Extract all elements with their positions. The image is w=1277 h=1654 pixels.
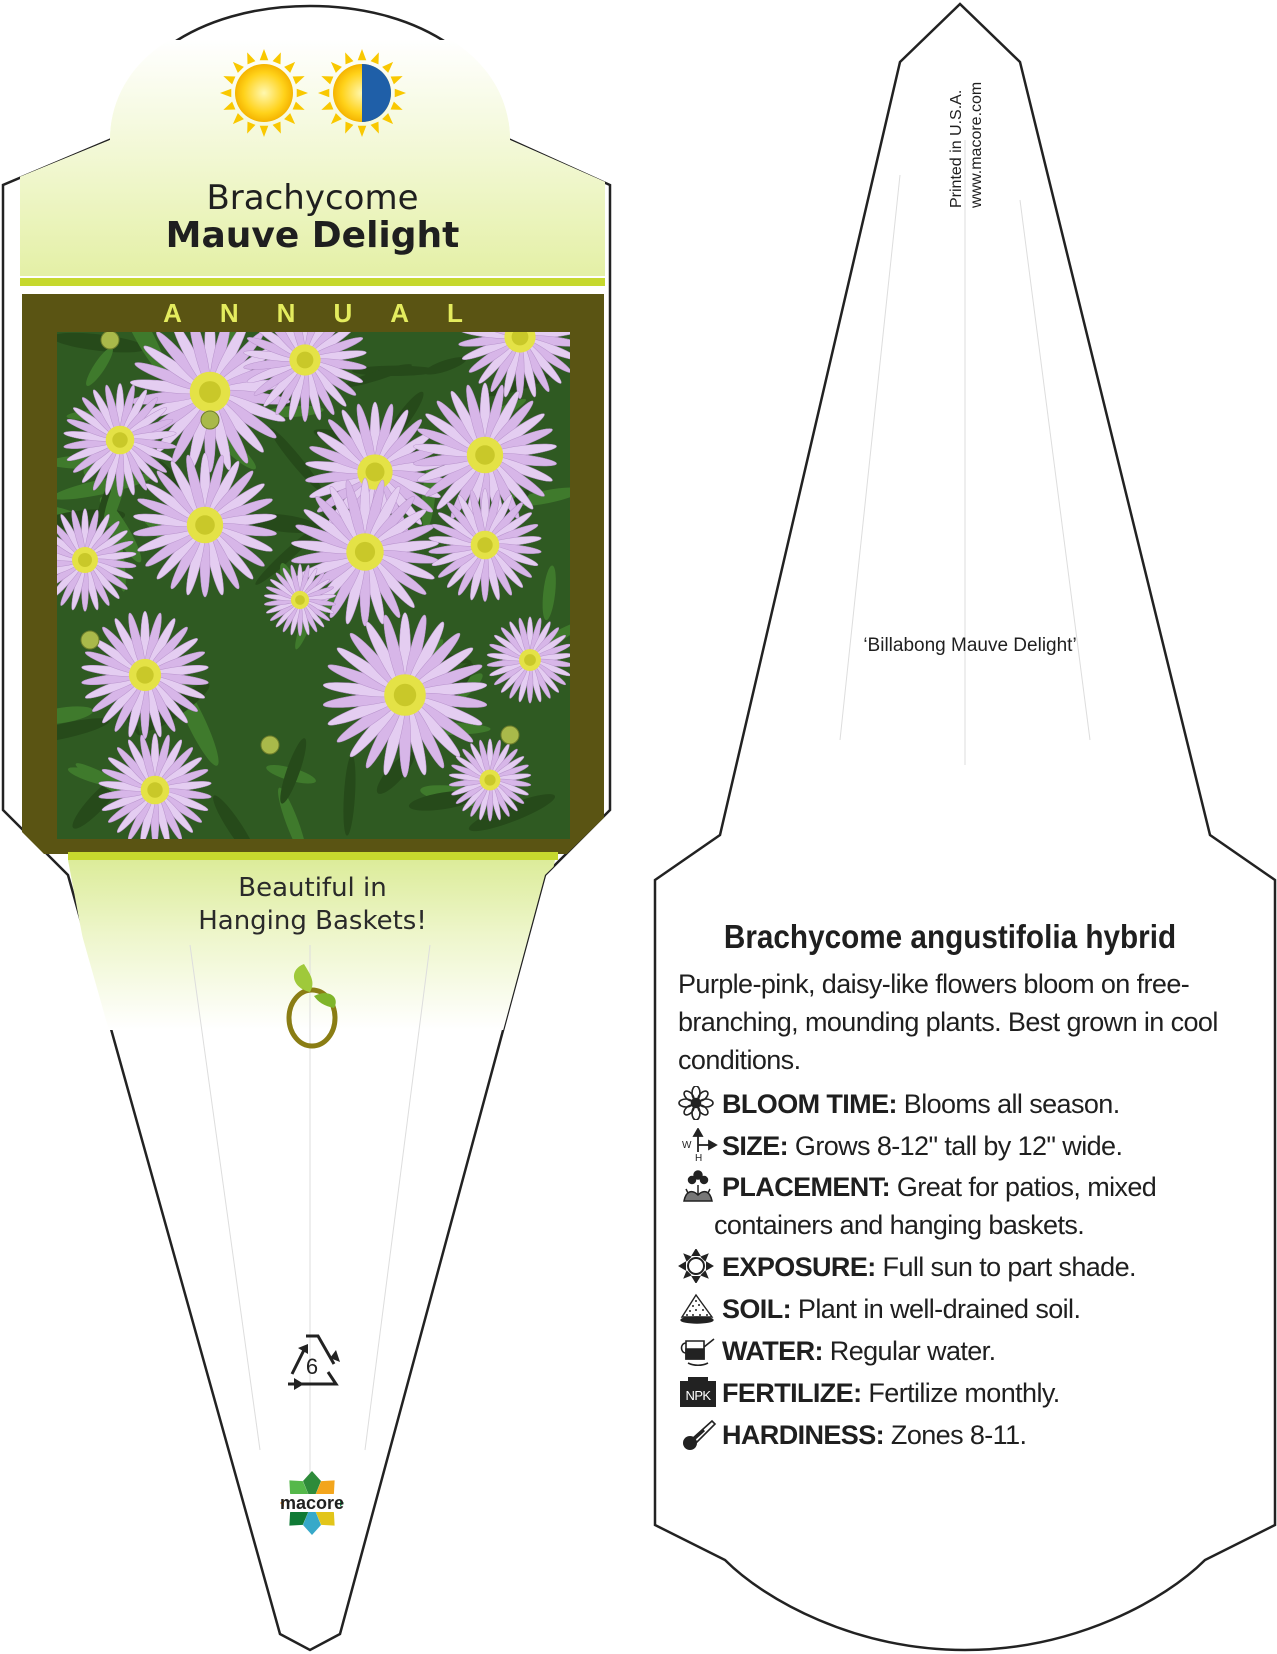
bloom-time-label: BLOOM TIME: — [722, 1089, 897, 1119]
front-category-label: ANNUAL — [163, 297, 501, 328]
botanical-name: Brachycome angustifolia hybrid — [723, 918, 1177, 955]
front-tagline-line2: Hanging Baskets! — [198, 906, 427, 936]
info-bloom-time — [678, 1085, 1238, 1123]
placement-value: Great for patios, mixed containers and hanging baskets. — [714, 1172, 1157, 1240]
soil-value: Plant in well-drained soil. — [797, 1294, 1081, 1324]
svg-text:W: W — [682, 1140, 691, 1151]
front-variety-name: Mauve Delight — [165, 215, 460, 256]
flower-photo — [16, 275, 586, 863]
front-tagline — [20, 872, 605, 938]
front-header-rule — [20, 278, 605, 286]
placement-icon — [678, 1169, 718, 1203]
hardiness-value: Zones 8-11. — [890, 1420, 1027, 1450]
printed-in-usa: Printed in U.S.A. — [948, 89, 965, 208]
info-size — [678, 1127, 1238, 1165]
fertilize-label: FERTILIZE: — [722, 1378, 862, 1408]
size-arrows-icon — [678, 1128, 718, 1162]
bloom-time-value: Blooms all season. — [903, 1089, 1120, 1119]
info-hardiness — [678, 1416, 1238, 1454]
sun-icon — [678, 1249, 718, 1283]
info-water — [678, 1332, 1238, 1370]
recycle-code: 6 — [305, 1354, 319, 1379]
soil-label: SOIL: — [722, 1294, 791, 1324]
info-placement — [714, 1168, 1239, 1244]
front-tagline-line1: Beautiful in — [238, 873, 387, 903]
front-genus-name: Brachycome — [206, 178, 419, 218]
hardiness-label: HARDINESS: — [722, 1420, 885, 1450]
svg-text:NPK: NPK — [685, 1388, 711, 1403]
watering-can-icon — [678, 1333, 718, 1367]
water-label: WATER: — [722, 1336, 823, 1366]
info-soil — [678, 1290, 1238, 1328]
npk-icon — [678, 1375, 718, 1409]
info-fertilize — [678, 1374, 1238, 1412]
thermometer-icon — [678, 1417, 718, 1451]
size-label: SIZE: — [722, 1131, 789, 1161]
exposure-value: Full sun to part shade. — [882, 1252, 1136, 1282]
size-value: Grows 8-12" tall by 12" wide. — [794, 1131, 1123, 1161]
macore-logo-text: macore — [279, 1493, 345, 1513]
svg-text:H: H — [695, 1153, 702, 1162]
soil-icon — [678, 1291, 718, 1325]
exposure-label: EXPOSURE: — [722, 1252, 876, 1282]
fertilize-value: Fertilize monthly. — [868, 1378, 1060, 1408]
macore-logo — [280, 1471, 344, 1535]
flower-icon — [678, 1086, 718, 1120]
plant-description: Purple-pink, daisy-like flowers bloom on free-branching, mounding plants. Best grown in cool conditions. — [678, 969, 1218, 1075]
variety-trade-name: ‘Billabong Mauve Delight’ — [863, 635, 1077, 656]
placement-label: PLACEMENT: — [722, 1172, 890, 1202]
website-url: www.macore.com — [968, 81, 985, 208]
info-exposure — [678, 1248, 1238, 1286]
water-value: Regular water. — [829, 1336, 996, 1366]
